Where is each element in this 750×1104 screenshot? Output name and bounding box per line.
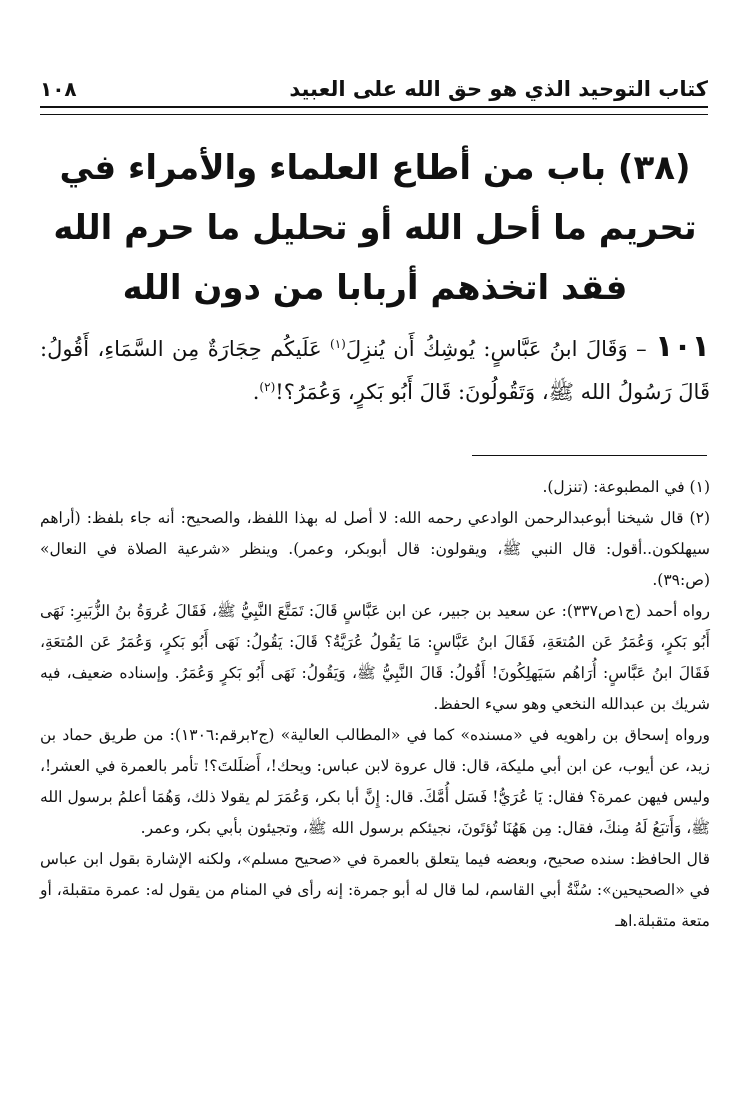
hadith-number: ١٠١ bbox=[655, 329, 710, 364]
hadith-dash: – bbox=[636, 337, 647, 361]
footnote-2: (٢) قال شيخنا أبوعبدالرحمن الوادعي رحمه الله: لا أصل له بهذا اللفظ، والصحيح: أنه جاء بلفظ: (أراهم سيهلكون..أقول: قال النبي ﷺ، ويقولون: قال أبوبكر، وعمر). وينظر «شرعية الصلاة في النعال» (ص:٣٩). bbox=[40, 509, 710, 589]
header-rule bbox=[40, 106, 708, 115]
book-title: كتاب التوحيد الذي هو حق الله على العبيد bbox=[289, 77, 708, 101]
footnote-separator bbox=[472, 455, 707, 456]
footnote-paragraph-ahmad: رواه أحمد (ج١ص٣٣٧): عن سعيد بن جبير، عن ابن عَبَّاسٍ قَالَ: تَمَتَّعَ النَّبِيُّ ﷺ، فَقَالَ عُروَةُ بنُ الزُّبَيرِ: نَهَى أَبُو بَكرٍ، وَعُمَرُ عَن المُتعَةِ، فَقَالَ ابنُ عَبَّاسٍ: مَا يَقُولُ عُرَيَّةُ؟ قَالَ: يَقُولُ: نَهَى أَبُو بَكرٍ، وَعُمَرُ عَن المُتعَةِ، فَقَالَ ابنُ عَبَّاسٍ: أُرَاهُم سَيَهلِكُونَ! أَقُولُ: قَالَ النَّبِيُّ ﷺ، وَيَقُولُ: نَهَى أَبُو بَكرٍ وَعُمَرُ. وإسناده ضعيف، فيه شريك بن عبدالله النخعي وهو سيء الحفظ. bbox=[40, 602, 710, 713]
footnote-paragraph-ishaq: ورواه إسحاق بن راهويه في «مسنده» كما في «المطالب العالية» (ج٢برقم:١٣٠٦): من طريق حماد بن زيد، عن أيوب، عن ابن أبي مليكة، قال: قال عروة لابن عباس: ويحك!، أَضلَلتَ؟! تأمر بالعمرة في العشر!، وليس فيهن عمرة؟ فقال: يَا عُرَيُّ! فَسَل أُمَّكَ. قال: إِنَّ أبا بكر، وَعُمَرَ لم يقولا ذلك، وَهُمَا أعلمُ برسول الله ﷺ، وَأَتبَعُ لَهُ مِنكَ، فقال: مِن هَهُنَا تُؤتَونَ، نجيئكم برسول الله ﷺ، وتجيئون بأبي بكر، وعمر. bbox=[40, 726, 710, 837]
hadith-paragraph bbox=[40, 325, 710, 411]
footnote-paragraph-hafiz: قال الحافظ: سنده صحيح، وبعضه فيما يتعلق بالعمرة في «صحيح مسلم»، ولكنه الإشارة بقول ابن عباس في «الصحيحين»: سُنَّةُ أبي القاسم، لما قال له أبو جمرة: إنه رأى في المنام من يقول له: عمرة متقبلة، أو متعة متقبلة.اهـ bbox=[40, 850, 710, 930]
running-header bbox=[40, 72, 708, 106]
chapter-title: (٣٨) باب من أطاع العلماء والأمراء في تحريم ما أحل الله أو تحليل ما حرم الله فقد اتخذهم أربابا من دون الله bbox=[53, 148, 697, 308]
hadith-text-1: وَقَالَ ابنُ عَبَّاسٍ: يُوشِكُ أَن يُنزِلَ bbox=[345, 337, 628, 361]
hadith-end: . bbox=[252, 380, 260, 404]
page-number: ١٠٨ bbox=[40, 77, 77, 101]
footnote-1: (١) في المطبوعة: (تنزل). bbox=[542, 478, 710, 496]
hadith-text-2: عَلَيكُم حِجَارَةٌ مِن السَّمَاءِ، أَقُولُ: قَالَ رَسُولُ الله ﷺ، وَتَقُولُونَ: قَالَ أَبُو بَكرٍ، وَعُمَرُ؟! bbox=[40, 337, 710, 404]
footnote-ref-1: (١) bbox=[330, 337, 346, 351]
footnote-ref-2: (٢) bbox=[259, 380, 276, 394]
footnotes bbox=[40, 472, 710, 937]
